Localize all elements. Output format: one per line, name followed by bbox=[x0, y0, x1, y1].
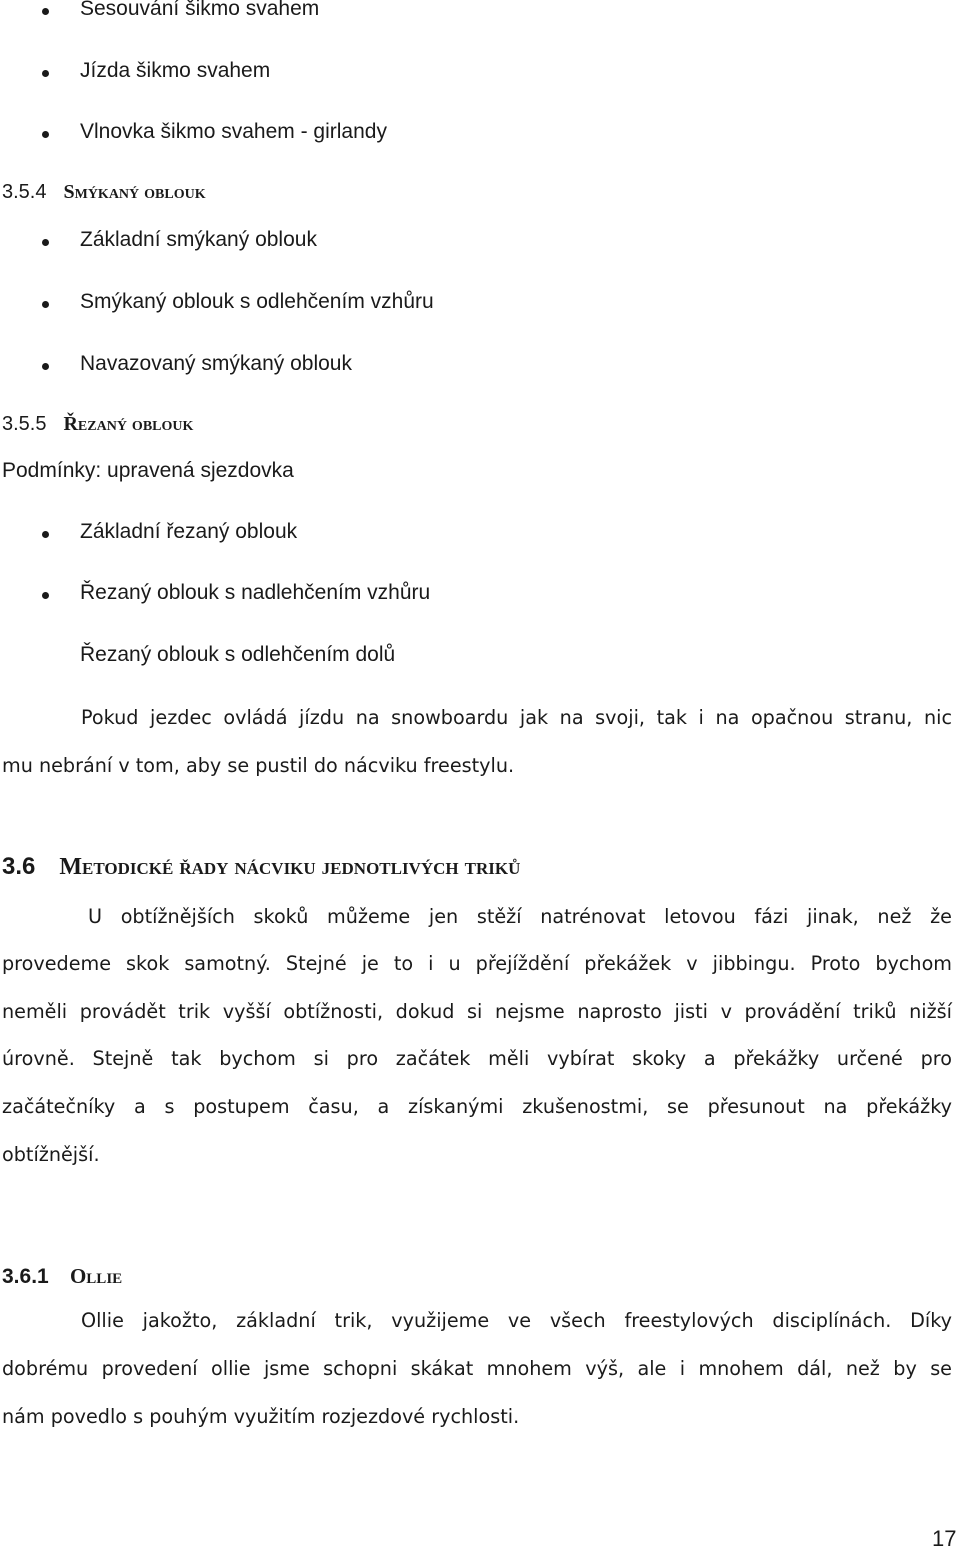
list-item: Vlnovka šikmo svahem - girlandy bbox=[80, 120, 387, 143]
section-heading-354 bbox=[2, 181, 206, 204]
paragraph-line: dobrému provedení ollie jsme schopni skákat mnohem výš, ale i mnohem dál, než by se bbox=[2, 1357, 952, 1380]
section-number: 3.6 bbox=[2, 853, 36, 880]
list-item: Smýkaný oblouk s odlehčením vzhůru bbox=[80, 290, 434, 313]
list-item: Navazovaný smýkaný oblouk bbox=[80, 352, 352, 375]
section-number: 3.5.4 bbox=[2, 181, 47, 203]
paragraph-line: Ollie jakožto, základní trik, využijeme ve všech freestylových disciplínách. Díky bbox=[81, 1309, 952, 1332]
bullet-icon bbox=[42, 131, 49, 138]
list-item: Základní smýkaný oblouk bbox=[80, 228, 317, 251]
list-item: Základní řezaný oblouk bbox=[80, 520, 298, 543]
list-item: Jízda šikmo svahem bbox=[80, 59, 271, 82]
bullet-icon bbox=[42, 239, 49, 246]
page-number: 17 bbox=[932, 1526, 957, 1551]
bullet-icon bbox=[42, 592, 49, 599]
section-number: 3.5.5 bbox=[2, 413, 47, 435]
bullet-icon bbox=[42, 363, 49, 370]
section-title: Smýkaný oblouk bbox=[63, 181, 206, 203]
section-number: 3.6.1 bbox=[2, 1265, 49, 1288]
conditions-text: Podmínky: upravená sjezdovka bbox=[2, 459, 294, 482]
bullet-icon bbox=[42, 70, 49, 77]
paragraph-line: neměli provádět trik vyšší obtížnosti, dokud si nejsme naprosto jisti v provádění triků nižší bbox=[2, 1000, 952, 1023]
bullet-icon bbox=[42, 531, 49, 538]
list-item: Řezaný oblouk s nadlehčením vzhůru bbox=[80, 581, 431, 604]
paragraph-line: mu nebrání v tom, aby se pustil do nácviku freestylu. bbox=[2, 754, 515, 777]
paragraph-line: začátečníky a s postupem času, a získanými zkušenostmi, se přesunout na překážky bbox=[2, 1095, 952, 1118]
paragraph-line: provedeme skok samotný. Stejné je to i u přejíždění překážek v jibbingu. Proto bychom bbox=[2, 952, 952, 975]
section-heading-361 bbox=[2, 1264, 122, 1289]
section-heading-355 bbox=[2, 413, 193, 436]
bullet-icon bbox=[42, 8, 49, 15]
bullet-icon bbox=[42, 301, 49, 308]
paragraph-line: Pokud jezdec ovládá jízdu na snowboardu jak na svoji, tak i na opačnou stranu, nic bbox=[81, 706, 952, 729]
paragraph-line: úrovně. Stejně tak bychom si pro začátek měli vybírat skoky a překážky určené pro bbox=[2, 1047, 952, 1070]
section-title: Metodické řady nácviku jednotlivých triků bbox=[59, 854, 521, 880]
list-item-plain: Řezaný oblouk s odlehčením dolů bbox=[80, 643, 396, 666]
section-title: Ollie bbox=[69, 1264, 123, 1288]
section-heading-36 bbox=[2, 853, 520, 881]
paragraph-line: U obtížnějších skoků můžeme jen stěží natrénovat letovou fázi jinak, než že bbox=[88, 905, 952, 928]
list-item: Sesouvání šikmo svahem bbox=[80, 0, 320, 20]
paragraph-line: nám povedlo s pouhým využitím rozjezdové rychlosti. bbox=[2, 1405, 520, 1428]
section-title: Řezaný oblouk bbox=[63, 413, 194, 435]
paragraph-line: obtížnější. bbox=[2, 1143, 100, 1166]
